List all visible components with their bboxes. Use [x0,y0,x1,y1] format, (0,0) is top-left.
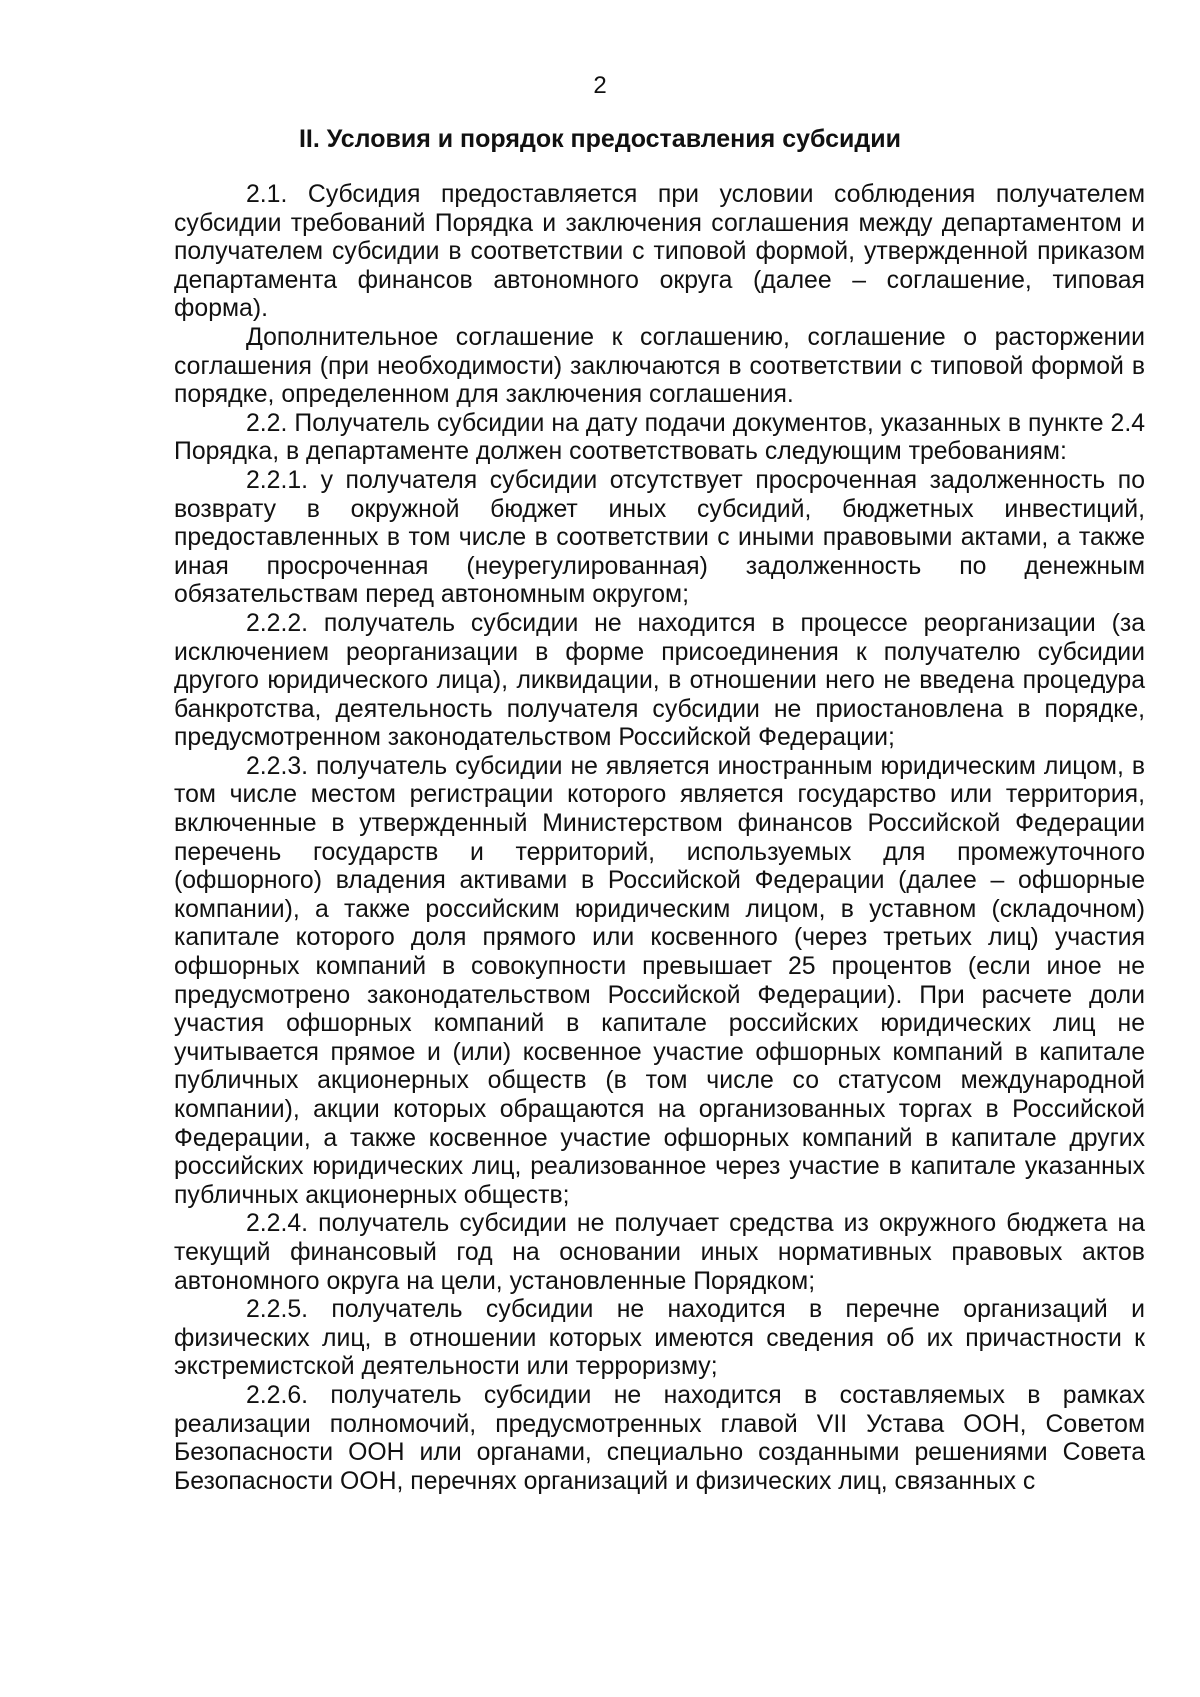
section-title: II. Условия и порядок предоставления субсидии [298,125,901,153]
paragraph-additional-agreement: Дополнительное соглашение к соглашению, соглашение о расторжении соглашения (при необходимости) заключаются в соответствии с типовой формой в порядке, определенном для заключения соглашения. [174,323,1145,409]
paragraph-2-2-5: 2.2.5. получатель субсидии не находится в перечне организаций и физических лиц, в отношении которых имеются сведения об их причастности к экстремистской деятельности или терроризму; [174,1296,1145,1381]
paragraph-2-2: 2.2. Получатель субсидии на дату подачи документов, указанных в пункте 2.4 Порядка, в департаменте должен соответствовать следующим требованиям: [174,409,1145,466]
paragraph-2-1: 2.1. Субсидия предоставляется при условии соблюдения получателем субсидии требований Порядка и заключения соглашения между департаментом и получателем субсидии в соответствии с типовой формой, утвержденной приказом департамента финансов автономного округа (далее – соглашение, типовая форма). [174,181,1145,323]
paragraph-2-2-1: 2.2.1. у получателя субсидии отсутствует просроченная задолженность по возврату в окружной бюджет иных субсидий, бюджетных инвестиций, предоставленных в том числе в соответствии с иными правовыми актами, а также иная просроченная (неурегулированная) задолженность по денежным обязательствам перед автономным округом; [174,466,1145,609]
paragraph-2-2-4: 2.2.4. получатель субсидии не получает средства из окружного бюджета на текущий финансовый год на основании иных нормативных правовых актов автономного округа на цели, установленные Порядком; [174,1210,1145,1295]
page-number: 2 [593,72,607,99]
paragraph-2-2-2: 2.2.2. получатель субсидии не находится в процессе реорганизации (за исключением реорганизации в форме присоединения к получателю субсидии другого юридического лица), ликвидации, в отношении него не введена процедура банкротства, деятельность получателя субсидии не приостановлена в порядке, предусмотренном законодательством Российской Федерации; [174,609,1145,752]
paragraph-2-2-6: 2.2.6. получатель субсидии не находится в составляемых в рамках реализации полномочий, предусмотренных главой VII Устава ООН, Советом Безопасности ООН или органами, специально созданными решениями Совета Безопасности ООН, перечнях организаций и физических лиц, связанных с [174,1381,1145,1495]
paragraph-2-2-3: 2.2.3. получатель субсидии не является иностранным юридическим лицом, в том числе местом регистрации которого является государство или территория, включенные в утвержденный Министерством финансов Российской Федерации перечень государств и территорий, используемых для промежуточного (офшорного) владения активами в Российской Федерации (далее – офшорные компании), а также российским юридическим лицом, в уставном (складочном) капитале которого доля прямого или косвенного (через третьих лиц) участия офшорных компаний в совокупности превышает 25 процентов (если иное не предусмотрено законодательством Российской Федерации). При расчете доли участия офшорных компаний в капитале российских юридических лиц не учитывается прямое и (или) косвенное участие офшорных компаний в капитале публичных акционерных обществ (в том числе со статусом международной компании), акции которых обращаются на организованных торгах в Российской Федерации, а также косвенное участие офшорных компаний в капитале других российских юридических лиц, реализованное через участие в капитале указанных публичных акционерных обществ; [174,752,1145,1209]
document-body [174,181,1145,1496]
